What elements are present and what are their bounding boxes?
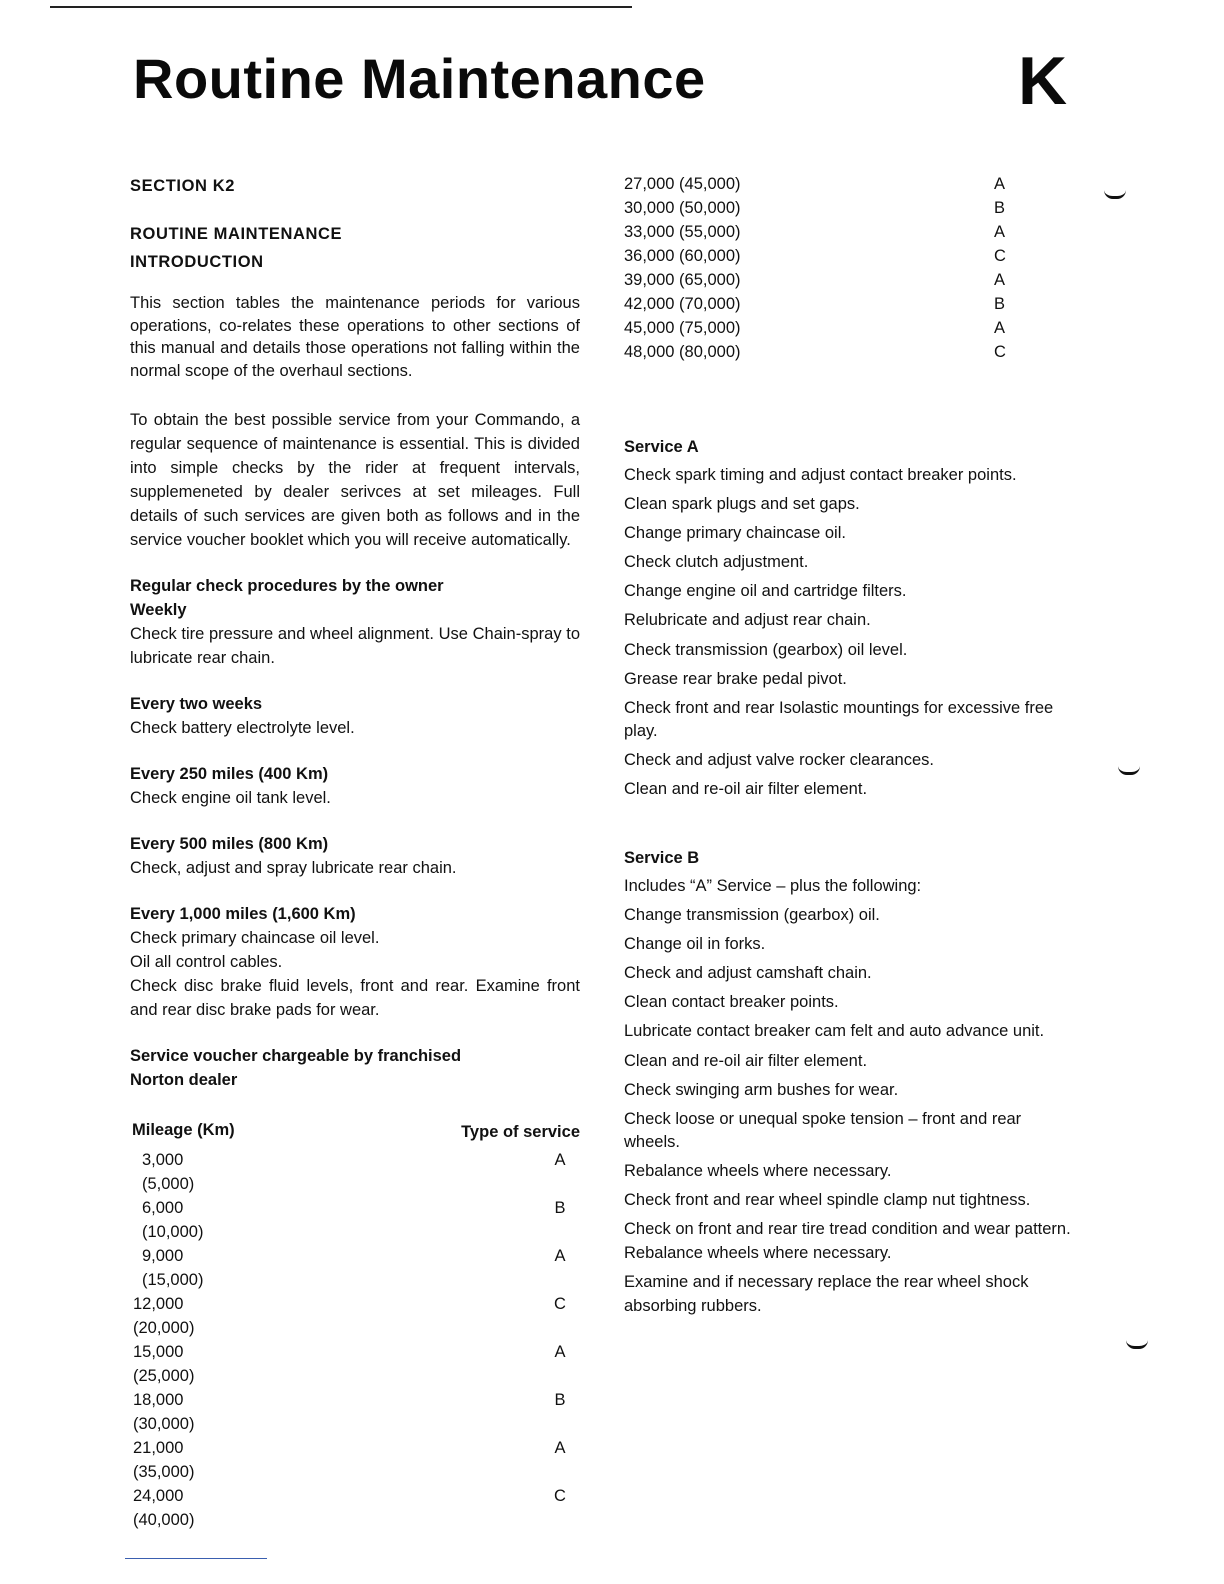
mileage-table-right [624,172,1024,364]
every-250-text: Check engine oil tank level. [130,789,331,807]
table-row [624,196,1024,220]
mileage-table-left [130,1148,580,1532]
list-item: Lubricate contact breaker cam felt and auto advance unit. [624,1022,1045,1041]
mileage-cell: 12,000 (20,000) [133,1295,195,1337]
mileage-cell: 18,000 (30,000) [133,1391,195,1433]
type-cell: B [554,1391,566,1409]
table-row [130,1292,580,1340]
type-cell: C [994,247,1006,265]
list-item: Rebalance wheels where necessary. [624,1162,892,1181]
intro-paragraph: This section tables the maintenance periods for various operations, co-relates these operations to other sections of this manual and details those operations not falling within the normal scope of the overhaul sections. [130,294,580,380]
type-cell: C [994,343,1006,361]
every-250-heading: Every 250 miles (400 Km) [130,765,329,783]
table-row [624,340,1024,364]
list-item: Clean spark plugs and set gaps. [624,495,860,514]
binder-mark [1118,766,1140,775]
list-item: Check and adjust valve rocker clearances. [624,751,934,770]
type-cell: A [554,1439,566,1457]
mileage-cell: 39,000 (65,000) [624,271,741,289]
table-row [624,244,1024,268]
service-a-heading: Service A [624,438,699,456]
list-item: Check front and rear Isolastic mountings for excessive free play. [624,698,1054,741]
type-cell: B [994,295,1006,313]
top-rule [50,6,632,8]
type-cell: A [994,223,1006,241]
mileage-cell: 24,000 (40,000) [133,1487,195,1529]
list-item: Check front and rear wheel spindle clamp nut tightness. [624,1191,1031,1210]
mileage-cell: 48,000 (80,000) [624,343,741,361]
mileage-table-header [130,1118,580,1144]
list-item: Check on front and rear tire tread condition and wear pattern. Rebalance wheels where necessary. [624,1220,1071,1262]
every-500-text: Check, adjust and spray lubricate rear chain. [130,859,457,877]
type-cell: C [554,1487,566,1505]
mileage-cell: 45,000 (75,000) [624,319,741,337]
type-cell: B [994,199,1006,217]
mileage-cell: 33,000 (55,000) [624,223,741,241]
type-cell: A [994,319,1006,337]
list-item: Grease rear brake pedal pivot. [624,669,847,688]
table-row [130,1436,580,1484]
type-cell: A [994,175,1006,193]
list-item: Check swinging arm bushes for wear. [624,1080,899,1099]
service-a-list [624,464,1072,802]
mileage-cell: 15,000 (25,000) [133,1343,195,1385]
table-row [624,268,1024,292]
page-title: Routine Maintenance [133,47,706,110]
table-row [624,172,1024,196]
bottom-rule [125,1558,267,1559]
list-item: Check spark timing and adjust contact breaker points. [624,466,1017,484]
every-1000-heading: Every 1,000 miles (1,600 Km) [130,905,356,923]
left-column [130,174,580,1532]
weekly-text: Check tire pressure and wheel alignment. Use Chain-spray to lubricate rear chain. [130,625,580,667]
type-cell: A [554,1151,566,1169]
every-1000-line-1: Check primary chaincase oil level. [130,929,380,947]
table-row [624,220,1024,244]
binder-mark [1104,190,1126,199]
table-row [130,1484,580,1532]
service-b-list [624,875,1072,1318]
every-1000-line-3: Check disc brake fluid levels, front and rear. Examine front and rear disc brake pads for wear. [130,977,580,1019]
mileage-cell: 21,000 (35,000) [133,1439,195,1481]
mileage-cell: 6,000 (10,000) [142,1199,204,1241]
type-cell: B [554,1199,566,1217]
heading-introduction: INTRODUCTION [130,253,264,271]
table-row [130,1340,580,1388]
table-row [130,1196,580,1244]
mileage-cell: 3,000 (5,000) [142,1151,195,1193]
list-item: Clean contact breaker points. [624,993,839,1012]
list-item: Includes “A” Service – plus the following: [624,876,922,895]
type-column-header: Type of service [461,1123,580,1141]
list-item: Check and adjust camshaft chain. [624,964,872,983]
mileage-cell: 30,000 (50,000) [624,199,741,217]
heading-routine-maintenance: ROUTINE MAINTENANCE [130,225,343,243]
list-item: Change primary chaincase oil. [624,524,846,543]
list-item: Check transmission (gearbox) oil level. [624,640,908,659]
section-letter: K [1018,43,1068,119]
list-item: Check clutch adjustment. [624,553,809,572]
right-column [624,172,1072,1324]
list-item: Change transmission (gearbox) oil. [624,906,880,925]
table-row [624,316,1024,340]
two-weeks-text: Check battery electrolyte level. [130,719,355,737]
list-item: Clean and re-oil air filter element. [624,1051,868,1070]
table-row [130,1244,580,1292]
list-item: Relubricate and adjust rear chain. [624,611,871,630]
mileage-column-header: Mileage (Km) [132,1121,235,1139]
type-cell: A [554,1247,566,1265]
intro-paragraph-2: To obtain the best possible service from your Commando, a regular sequence of maintenance is essential. This is divided into simple checks by the rider at frequent intervals, supplemeneted by dealer serivces at set mileages. Full details of such services are given both as follows and in the service voucher booklet which you will receive automatically. [130,411,580,549]
table-row [624,292,1024,316]
binder-mark [1126,1340,1148,1349]
list-item: Change oil in forks. [624,935,766,954]
mileage-cell: 9,000 (15,000) [142,1247,204,1289]
type-cell: A [554,1343,566,1361]
every-500-heading: Every 500 miles (800 Km) [130,835,329,853]
section-label: SECTION K2 [130,177,236,195]
list-item: Check loose or unequal spoke tension – front and rear wheels. [624,1109,1022,1152]
owner-checks-heading: Regular check procedures by the owner [130,577,444,595]
type-cell: C [554,1295,566,1313]
list-item: Examine and if necessary replace the rear wheel shock absorbing rubbers. [624,1273,1029,1315]
type-cell: A [994,271,1006,289]
mileage-cell: 36,000 (60,000) [624,247,741,265]
list-item: Change engine oil and cartridge filters. [624,582,907,601]
voucher-heading-line-1: Service voucher chargeable by franchised [130,1047,462,1065]
mileage-cell: 42,000 (70,000) [624,295,741,313]
mileage-cell: 27,000 (45,000) [624,175,741,193]
table-row [130,1388,580,1436]
weekly-heading: Weekly [130,601,187,619]
table-row [130,1148,580,1196]
voucher-heading-line-2: Norton dealer [130,1071,238,1089]
service-b-heading: Service B [624,848,700,867]
every-1000-line-2: Oil all control cables. [130,953,283,971]
two-weeks-heading: Every two weeks [130,695,263,713]
list-item: Clean and re-oil air filter element. [624,780,868,799]
